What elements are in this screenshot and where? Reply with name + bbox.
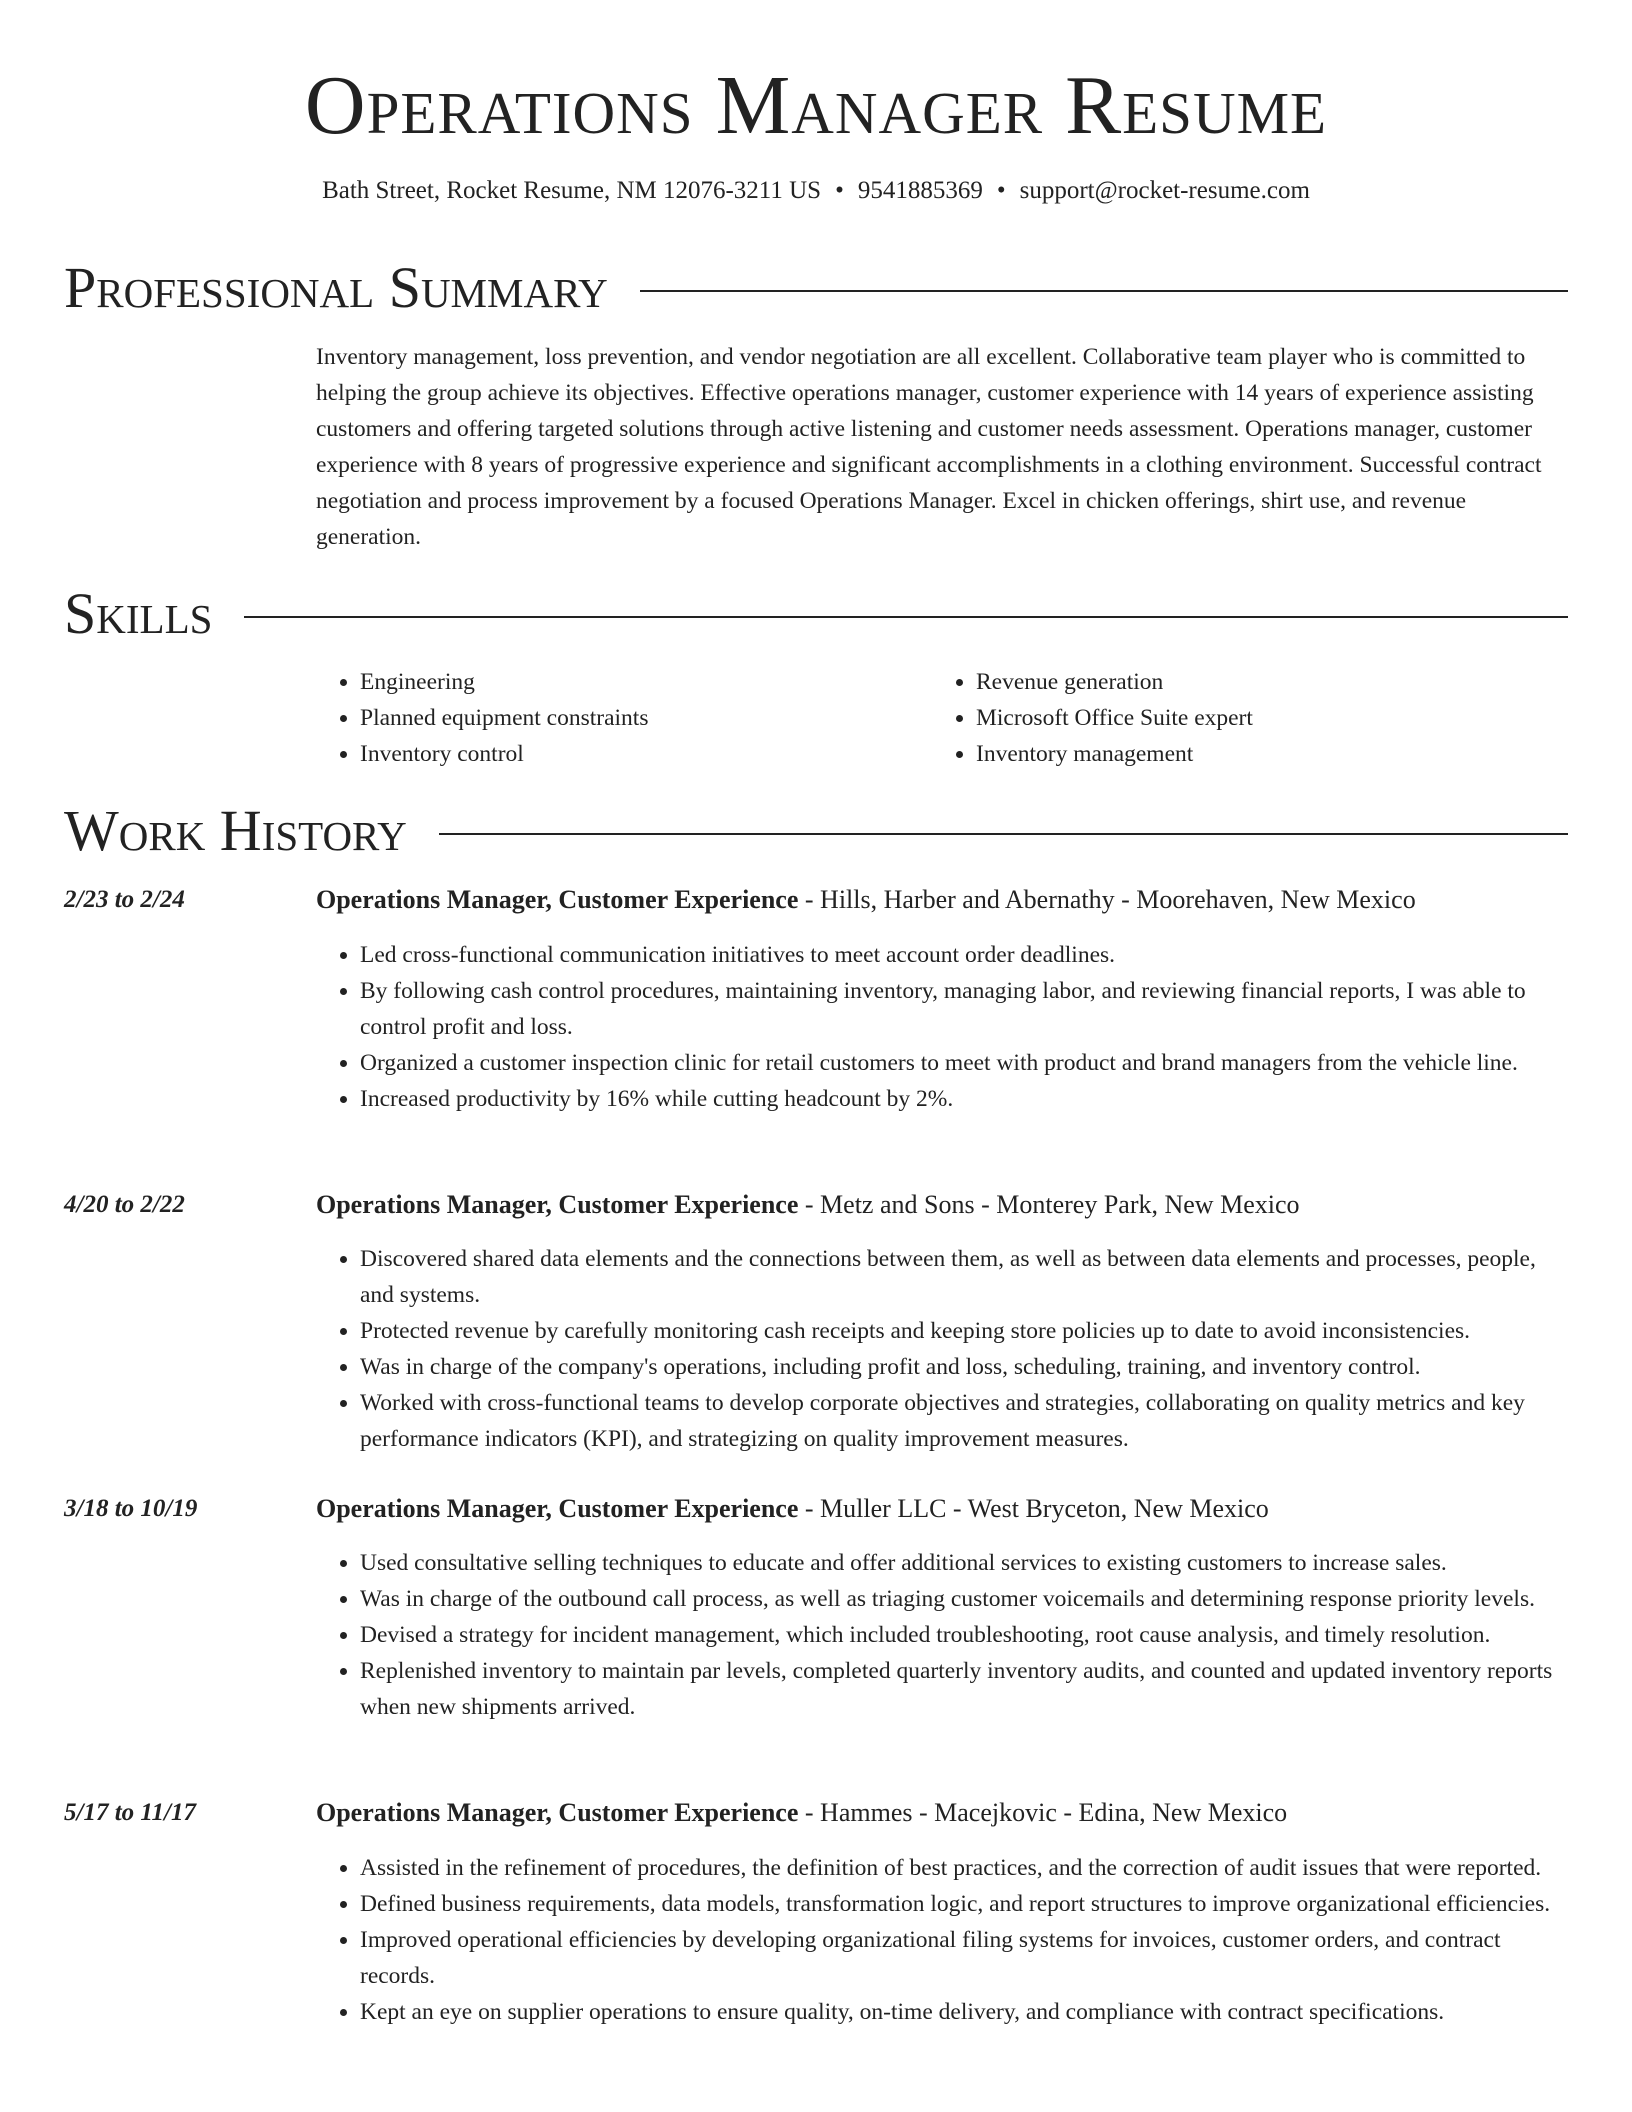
job-heading [316,1491,1568,1527]
job-bullet: • Led cross-functional communication initiatives to meet account order deadlines. [360,937,1568,973]
section-divider [439,833,1568,835]
job-bullet: • By following cash control procedures, maintaining inventory, managing labor, and reviewing financial reports, I was able to control profit and loss. [360,973,1568,1045]
job-bullet: • Organized a customer inspection clinic for retail customers to meet with product and brand managers from the vehicle line. [360,1045,1568,1081]
job-bullet: • Defined business requirements, data models, transformation logic, and report structures to improve organizational efficiencies. [360,1886,1568,1922]
job-heading [316,1187,1568,1223]
skill-item: • Engineering [360,664,930,700]
section-header-skills [64,580,1568,648]
job-employer: - Hills, Harber and Abernathy - Moorehaven, New Mexico [798,885,1416,914]
job-bullet: • Kept an eye on supplier operations to ensure quality, on-time delivery, and compliance with contract specifications. [360,1994,1568,2030]
skill-item: • Inventory management [976,736,1596,772]
job-bullet: • Protected revenue by carefully monitoring cash receipts and keeping store policies up to date to avoid inconsistencies. [360,1313,1568,1349]
job-bullet: • Increased productivity by 16% while cutting headcount by 2%. [360,1081,1568,1117]
resume-title: Operations Manager Resume [304,59,1328,152]
skills-list-right [932,664,1596,772]
job-heading [316,882,1568,918]
skill-item: • Revenue generation [976,664,1596,700]
job-role: Operations Manager, Customer Experience [316,1494,799,1523]
contact-separator: • [835,177,844,204]
job-role: Operations Manager, Customer Experience [316,1190,799,1219]
job-heading [316,1795,1568,1831]
job-role: Operations Manager, Customer Experience [316,1798,799,1827]
job-bullets [316,937,1568,1117]
job-dates: 5/17 to 11/17 [64,1799,196,1826]
job-bullet: • Was in charge of the company's operations, including profit and loss, scheduling, training, and inventory control. [360,1349,1568,1385]
job-bullet: • Replenished inventory to maintain par levels, completed quarterly inventory audits, and counted and updated inventory reports when new shipments arrived. [360,1653,1568,1725]
contact-address: Bath Street, Rocket Resume, NM 12076-3211 US [322,177,822,204]
job-bullets [316,1850,1568,2030]
job-bullet: • Improved operational efficiencies by developing organizational filing systems for invoices, customer orders, and contract records. [360,1922,1568,1994]
job-dates: 4/20 to 2/22 [64,1191,185,1218]
job-bullet: • Discovered shared data elements and the connections between them, as well as between data elements and processes, people, and systems. [360,1241,1568,1313]
skill-item: • Microsoft Office Suite expert [976,700,1596,736]
contact-phone: 9541885369 [857,177,983,204]
job-bullet: • Was in charge of the outbound call process, as well as triaging customer voicemails and determining response priority levels. [360,1581,1568,1617]
summary-text: Inventory management, loss prevention, and vendor negotiation are all excellent. Collaborative team player who is committed to helping the group achieve its objectives. Effective operations manager, customer experience with 14 years of experience assisting customers and offering targeted solutions through active listening and customer needs assessment. Operations manager, customer experience with 8 years of progressive experience and significant accomplishments in a clothing environment. Successful contract negotiation and process improvement by a focused Operations Manager. Excel in chicken offerings, shirt use, and revenue generation. [316,344,1542,550]
section-divider [640,290,1568,292]
contact-email: support@rocket-resume.com [1019,177,1310,204]
section-title-summary: Professional Summary [64,255,608,320]
skills-list-left [316,664,930,772]
job-role: Operations Manager, Customer Experience [316,885,799,914]
section-title-skills: Skills [64,581,213,646]
contact-separator: • [996,177,1006,204]
job-employer: - Muller LLC - West Bryceton, New Mexico [798,1494,1269,1523]
job-bullet: • Assisted in the refinement of procedures, the definition of best practices, and the correction of audit issues that were reported. [360,1850,1568,1886]
section-header-summary [64,254,1568,322]
job-bullet: • Worked with cross-functional teams to develop corporate objectives and strategies, collaborating on quality metrics and key performance indicators (KPI), and strategizing on quality improvement measures. [360,1385,1568,1457]
section-title-work: Work History [64,798,407,863]
job-dates: 2/23 to 2/24 [64,886,185,913]
job-bullets [316,1241,1568,1457]
skill-item: • Planned equipment constraints [360,700,930,736]
job-employer: - Metz and Sons - Monterey Park, New Mexico [798,1190,1300,1219]
contact-line [0,174,1632,208]
job-bullet: • Used consultative selling techniques to educate and offer additional services to existing customers to increase sales. [360,1545,1568,1581]
job-employer: - Hammes - Macejkovic - Edina, New Mexico [798,1798,1288,1827]
skill-item: • Inventory control [360,736,930,772]
job-bullet: • Devised a strategy for incident management, which included troubleshooting, root cause analysis, and timely resolution. [360,1617,1568,1653]
section-header-work [64,797,1568,865]
job-dates: 3/18 to 10/19 [64,1495,198,1522]
section-divider [244,616,1568,618]
job-bullets [316,1545,1568,1725]
